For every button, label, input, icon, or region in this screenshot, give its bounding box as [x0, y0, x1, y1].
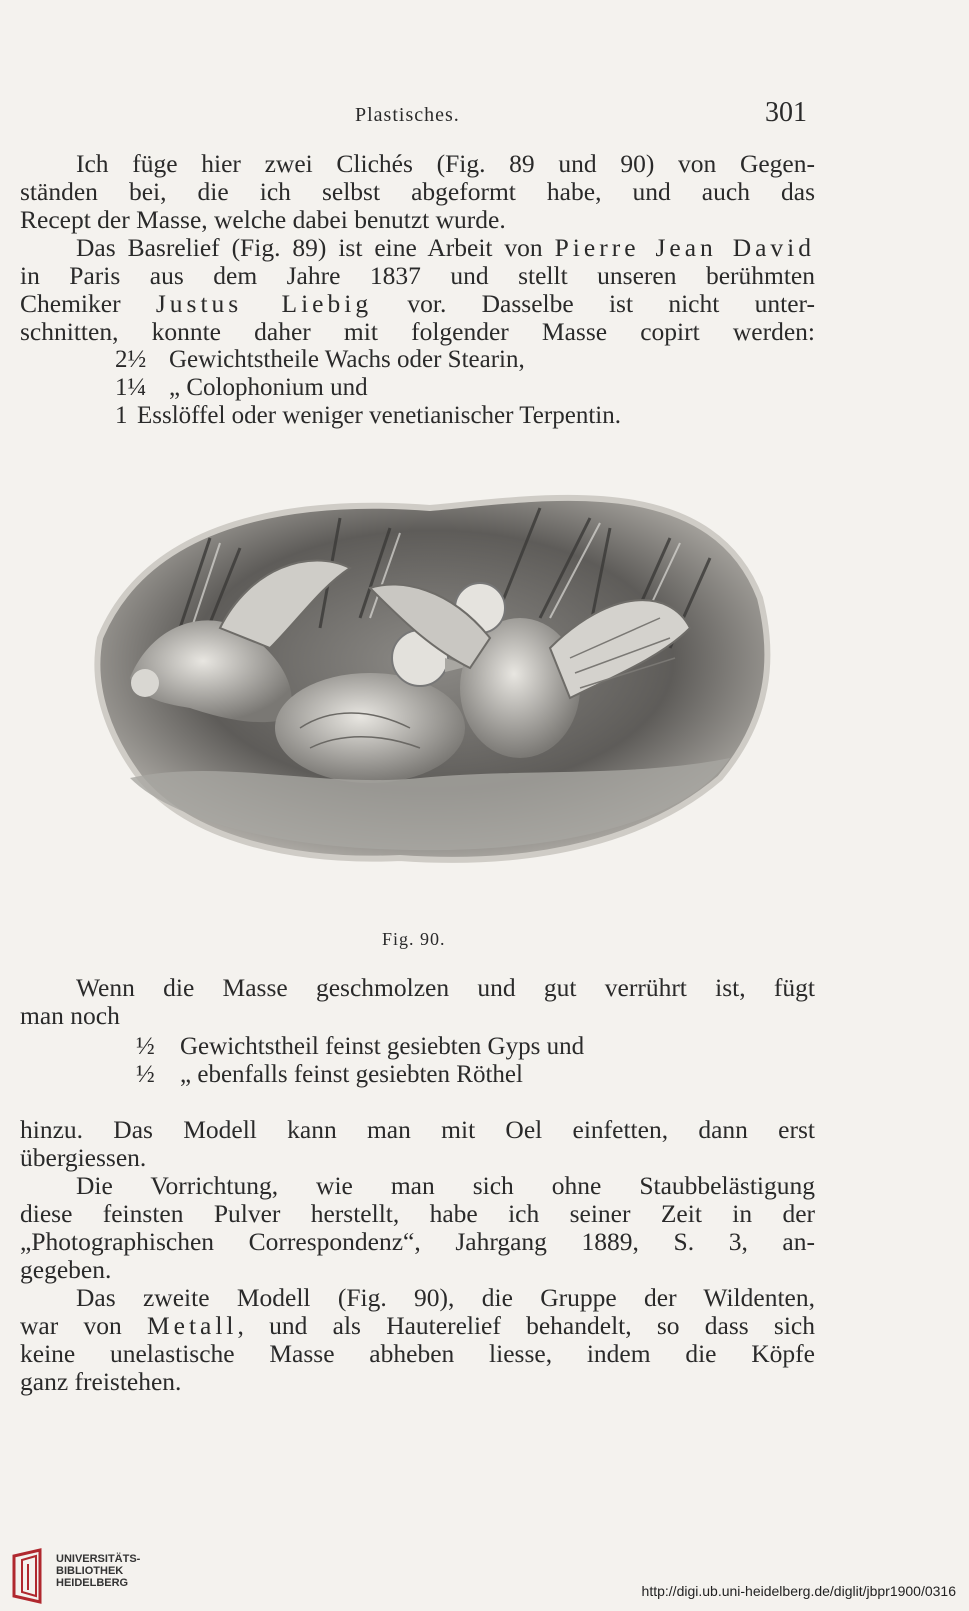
text-line: „Photographischen Correspondenz“, Jahrgang 1889, S. 3, an-: [20, 1228, 815, 1256]
recipe-text: Gewichtstheil feinst gesiebten Gyps und: [180, 1033, 585, 1060]
text-line: Wenn die Masse geschmolzen und gut verrührt ist, fügt: [76, 974, 815, 1002]
paragraph-1: [20, 150, 815, 234]
text-line: hinzu. Das Modell kann man mit Oel einfetten, dann erst: [20, 1116, 815, 1144]
text-line: Das zweite Modell (Fig. 90), die Gruppe der Wildenten,: [76, 1284, 815, 1312]
text-line: schnitten, konnte daher mit folgender Masse copirt werden:: [20, 318, 815, 346]
text-line: ganz freistehen.: [20, 1368, 182, 1396]
relief-illustration: [70, 478, 790, 893]
text-span: vor. Dasselbe ist nicht unter-: [372, 290, 815, 318]
recipe-item: [136, 1033, 584, 1061]
text-line: man noch: [20, 1002, 120, 1030]
text-line: ständen bei, die ich selbst abgeformt habe, und auch das: [20, 178, 815, 206]
text-line: diese feinsten Pulver herstellt, habe ich seiner Zeit in der: [20, 1200, 815, 1228]
source-url-link[interactable]: http://digi.ub.uni-heidelberg.de/diglit/jbpr1900/0316: [641, 1583, 956, 1599]
recipe-amount: 2½: [115, 346, 147, 373]
recipe-text: „ ebenfalls feinst gesiebten Röthel: [180, 1061, 523, 1088]
figure-caption: Fig. 90.: [382, 929, 446, 949]
paragraph-4: [20, 1116, 815, 1172]
recipe-amount: ½: [136, 1061, 155, 1088]
library-name: [56, 1553, 140, 1589]
recipe-item: [115, 346, 621, 374]
recipe-list-2: [136, 1033, 584, 1089]
text-line: Ich füge hier zwei Clichés (Fig. 89 und 90) von Gegen-: [76, 150, 815, 178]
recipe-item: [136, 1061, 584, 1089]
recipe-text: Gewichtstheile Wachs oder Stearin,: [169, 346, 525, 373]
paragraph-2: [20, 234, 815, 346]
recipe-text: „ Colophonium und: [169, 374, 368, 401]
recipe-item: [115, 402, 621, 430]
page-number: 301: [765, 97, 807, 128]
text-line: Recept der Masse, welche dabei benutzt wurde.: [20, 206, 506, 234]
text-span: , und als Hauterelief behandelt, so dass sich: [237, 1312, 815, 1340]
recipe-item: [115, 374, 621, 402]
library-name-line: UNIVERSITÄTS-: [56, 1553, 141, 1565]
text-span: war von: [20, 1312, 147, 1340]
person-name: Justus Liebig: [155, 290, 373, 318]
paragraph-6: [20, 1284, 815, 1396]
emphasis-word: Metall: [146, 1312, 238, 1340]
recipe-amount: 1: [115, 402, 128, 429]
text-line: übergiessen.: [20, 1144, 147, 1172]
text-line: [20, 234, 815, 262]
recipe-amount: ½: [136, 1033, 155, 1060]
text-span: Das Basrelief (Fig. 89) ist eine Arbeit von: [76, 234, 555, 262]
recipe-amount: 1¼: [115, 374, 147, 401]
text-line: Die Vorrichtung, wie man sich ohne Staubbelästigung: [76, 1172, 815, 1200]
text-line: gegeben.: [20, 1256, 112, 1284]
recipe-text: Esslöffel oder weniger venetianischer Terpentin.: [137, 402, 621, 429]
paragraph-5: [20, 1172, 815, 1284]
recipe-list-1: [115, 346, 621, 430]
text-line: in Paris aus dem Jahre 1837 und stellt unseren berühmten: [20, 262, 815, 290]
running-header: Plastisches.: [355, 104, 460, 126]
library-name-line: BIBLIOTHEK: [56, 1565, 124, 1577]
person-name: Pierre Jean David: [554, 234, 815, 262]
text-line: keine unelastische Masse abheben liesse, indem die Köpfe: [20, 1340, 815, 1368]
library-name-line: HEIDELBERG: [56, 1577, 129, 1589]
text-line: [20, 1312, 815, 1340]
text-line: [20, 290, 815, 318]
text-span: Chemiker: [20, 290, 156, 318]
paragraph-3: [20, 974, 815, 1030]
